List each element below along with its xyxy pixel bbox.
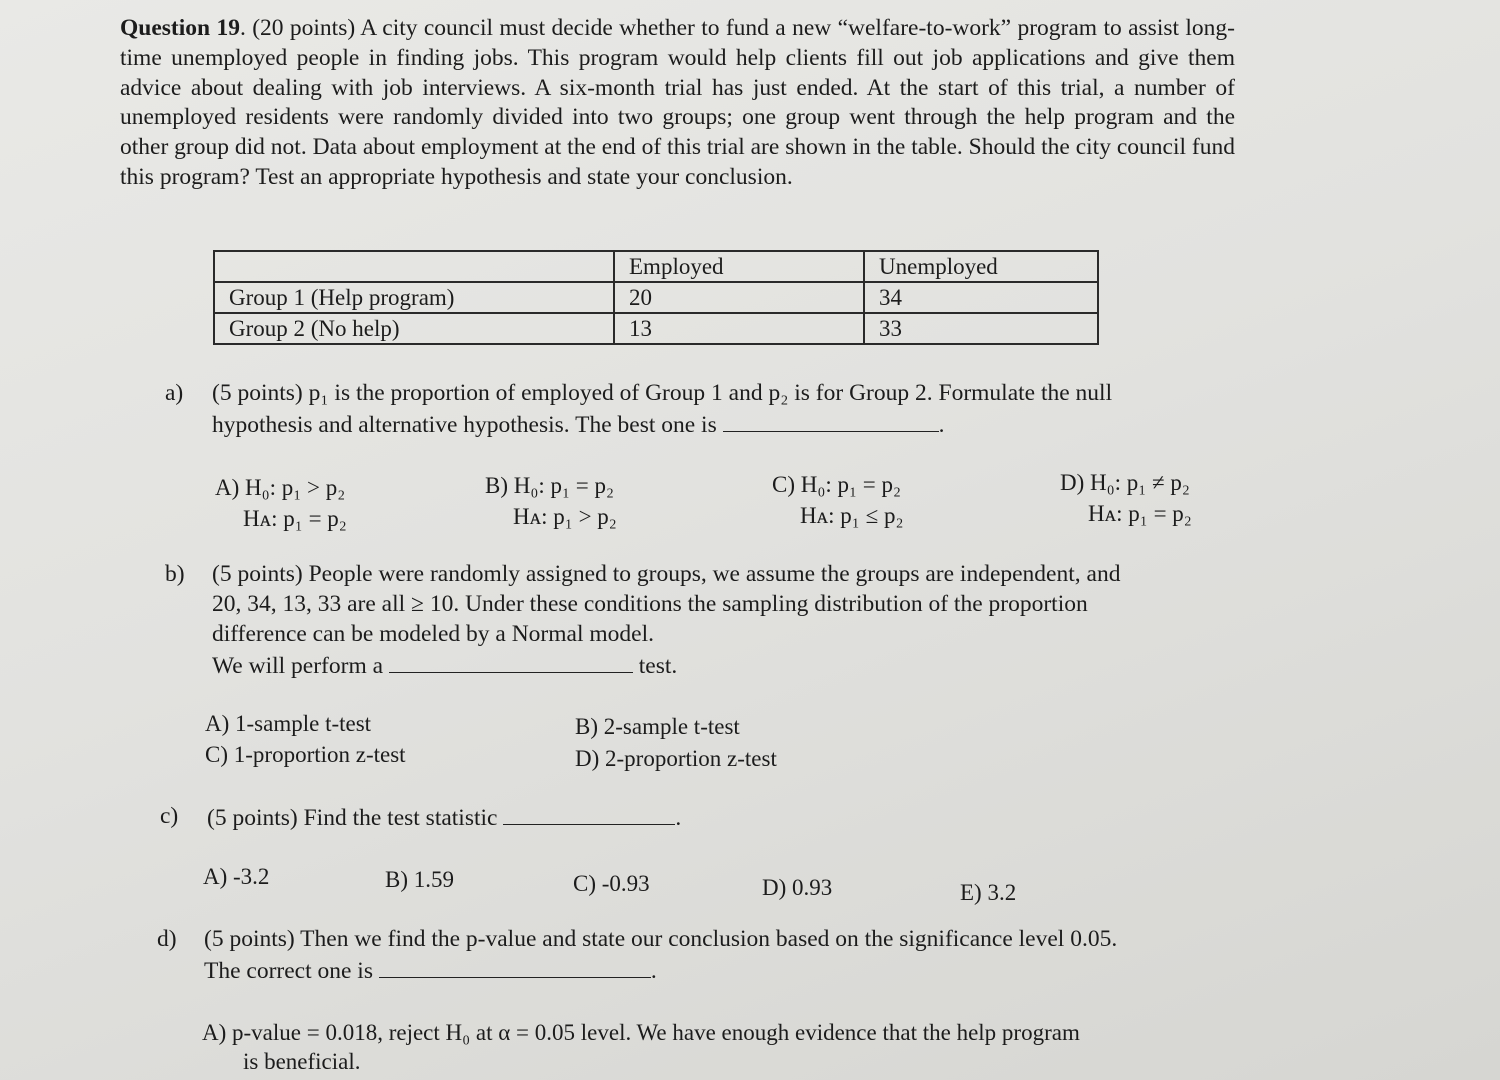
table-cell: 13 xyxy=(614,313,864,344)
part-b-line1: (5 points) People were randomly assigned to groups, we assume the groups are independent, and xyxy=(212,561,1121,587)
table-header-cell: Employed xyxy=(614,251,864,282)
part-c-text: (5 points) Find the test statistic xyxy=(207,805,498,831)
option-c-e[interactable]: E) 3.2 xyxy=(960,880,1017,905)
option-b-hypothesis[interactable] xyxy=(485,470,617,532)
table-header-cell: Unemployed xyxy=(864,251,1098,282)
option-b-h0: B) H₀: p₁ = p₂ xyxy=(485,473,615,498)
part-d-line2: The correct one is xyxy=(204,958,373,984)
option-a-hypothesis[interactable] xyxy=(215,472,347,534)
part-d-line2-wrap xyxy=(204,955,657,987)
option-c-ha: Hᴀ: p₁ ≤ p₂ xyxy=(800,503,904,528)
part-b-line4-pre: We will perform a xyxy=(212,653,384,679)
employment-table xyxy=(213,250,1099,345)
part-a-period: . xyxy=(938,412,945,438)
question-text: . (20 points) A city council must decide whether to fund a new “welfare-to-work” program to assist long-time unemployed people in finding jobs. This program would help clients fill out job applications and give them advice about dealing with job interviews. A six-month trial has just ended. At the start of this trial, a number of unemployed residents were randomly divided into two groups; one group went through the help program and the other group did not. Data about employment at the end of this trial are shown in the table. Should the city council fund this program? Test an appropriate hypothesis and state your conclusion. xyxy=(120,15,1235,190)
table-header-cell xyxy=(214,251,614,282)
option-c-h0: C) H₀: p₁ = p₂ xyxy=(772,472,902,497)
part-b-line4-post: test. xyxy=(638,653,678,679)
table-cell: 20 xyxy=(614,282,864,313)
option-d-hypothesis[interactable] xyxy=(1060,467,1192,529)
part-d-period: . xyxy=(650,958,657,984)
option-d-a-line2: is beneficial. xyxy=(243,1049,361,1074)
option-c-b[interactable]: B) 1.59 xyxy=(385,867,454,892)
option-b-b[interactable]: B) 2-sample t-test xyxy=(575,714,740,739)
table-cell: 33 xyxy=(864,313,1098,344)
answer-blank-d[interactable] xyxy=(379,955,651,978)
part-b-label: b) xyxy=(165,561,185,587)
question-label: Question 19 xyxy=(120,15,240,41)
table-row xyxy=(214,313,1098,344)
table-cell: Group 1 (Help program) xyxy=(214,282,614,313)
option-c-d[interactable]: D) 0.93 xyxy=(762,875,833,900)
table-row xyxy=(214,282,1098,313)
part-c-period: . xyxy=(675,805,682,831)
table-cell: Group 2 (No help) xyxy=(214,313,614,344)
option-d-h0: D) H₀: p₁ ≠ p₂ xyxy=(1060,470,1190,495)
option-b-ha: Hᴀ: p₁ > p₂ xyxy=(513,504,617,529)
option-a-h0: A) H₀: p₁ > p₂ xyxy=(215,475,346,500)
table-cell: 34 xyxy=(864,282,1098,313)
part-b-line3: difference can be modeled by a Normal model. xyxy=(212,621,654,647)
option-c-hypothesis[interactable] xyxy=(772,469,903,531)
question-paragraph xyxy=(120,14,1235,193)
answer-blank-b[interactable] xyxy=(389,650,633,673)
part-a-line2: hypothesis and alternative hypothesis. The best one is xyxy=(212,412,717,438)
option-c-c[interactable]: C) -0.93 xyxy=(573,871,650,896)
part-d-label: d) xyxy=(157,926,177,952)
table-header-row xyxy=(214,251,1098,282)
part-d-line1: (5 points) Then we find the p-value and state our conclusion based on the significance level 0.05. xyxy=(204,926,1118,952)
part-a-line1: (5 points) p₁ is the proportion of employed of Group 1 and p₂ is for Group 2. Formulate the null xyxy=(212,380,1113,406)
part-a-line2-wrap xyxy=(212,409,944,441)
part-b-line4-wrap xyxy=(212,650,677,682)
part-c-line-wrap xyxy=(207,802,681,834)
option-b-c[interactable]: C) 1-proportion z-test xyxy=(205,742,406,767)
option-d-a-line1[interactable]: A) p-value = 0.018, reject H₀ at α = 0.05 level. We have enough evidence that the help program xyxy=(202,1020,1080,1045)
answer-blank-a[interactable] xyxy=(723,409,939,432)
part-b-line2: 20, 34, 13, 33 are all ≥ 10. Under these conditions the sampling distribution of the proportion xyxy=(212,591,1088,617)
option-a-ha: Hᴀ: p₁ = p₂ xyxy=(243,506,347,531)
part-c-label: c) xyxy=(160,803,179,829)
option-c-a[interactable]: A) -3.2 xyxy=(203,864,270,889)
option-b-d[interactable]: D) 2-proportion z-test xyxy=(575,746,777,771)
option-d-ha: Hᴀ: p₁ = p₂ xyxy=(1088,501,1192,526)
option-b-a[interactable]: A) 1-sample t-test xyxy=(205,711,372,736)
part-a-label: a) xyxy=(165,380,184,406)
answer-blank-c[interactable] xyxy=(503,802,675,825)
